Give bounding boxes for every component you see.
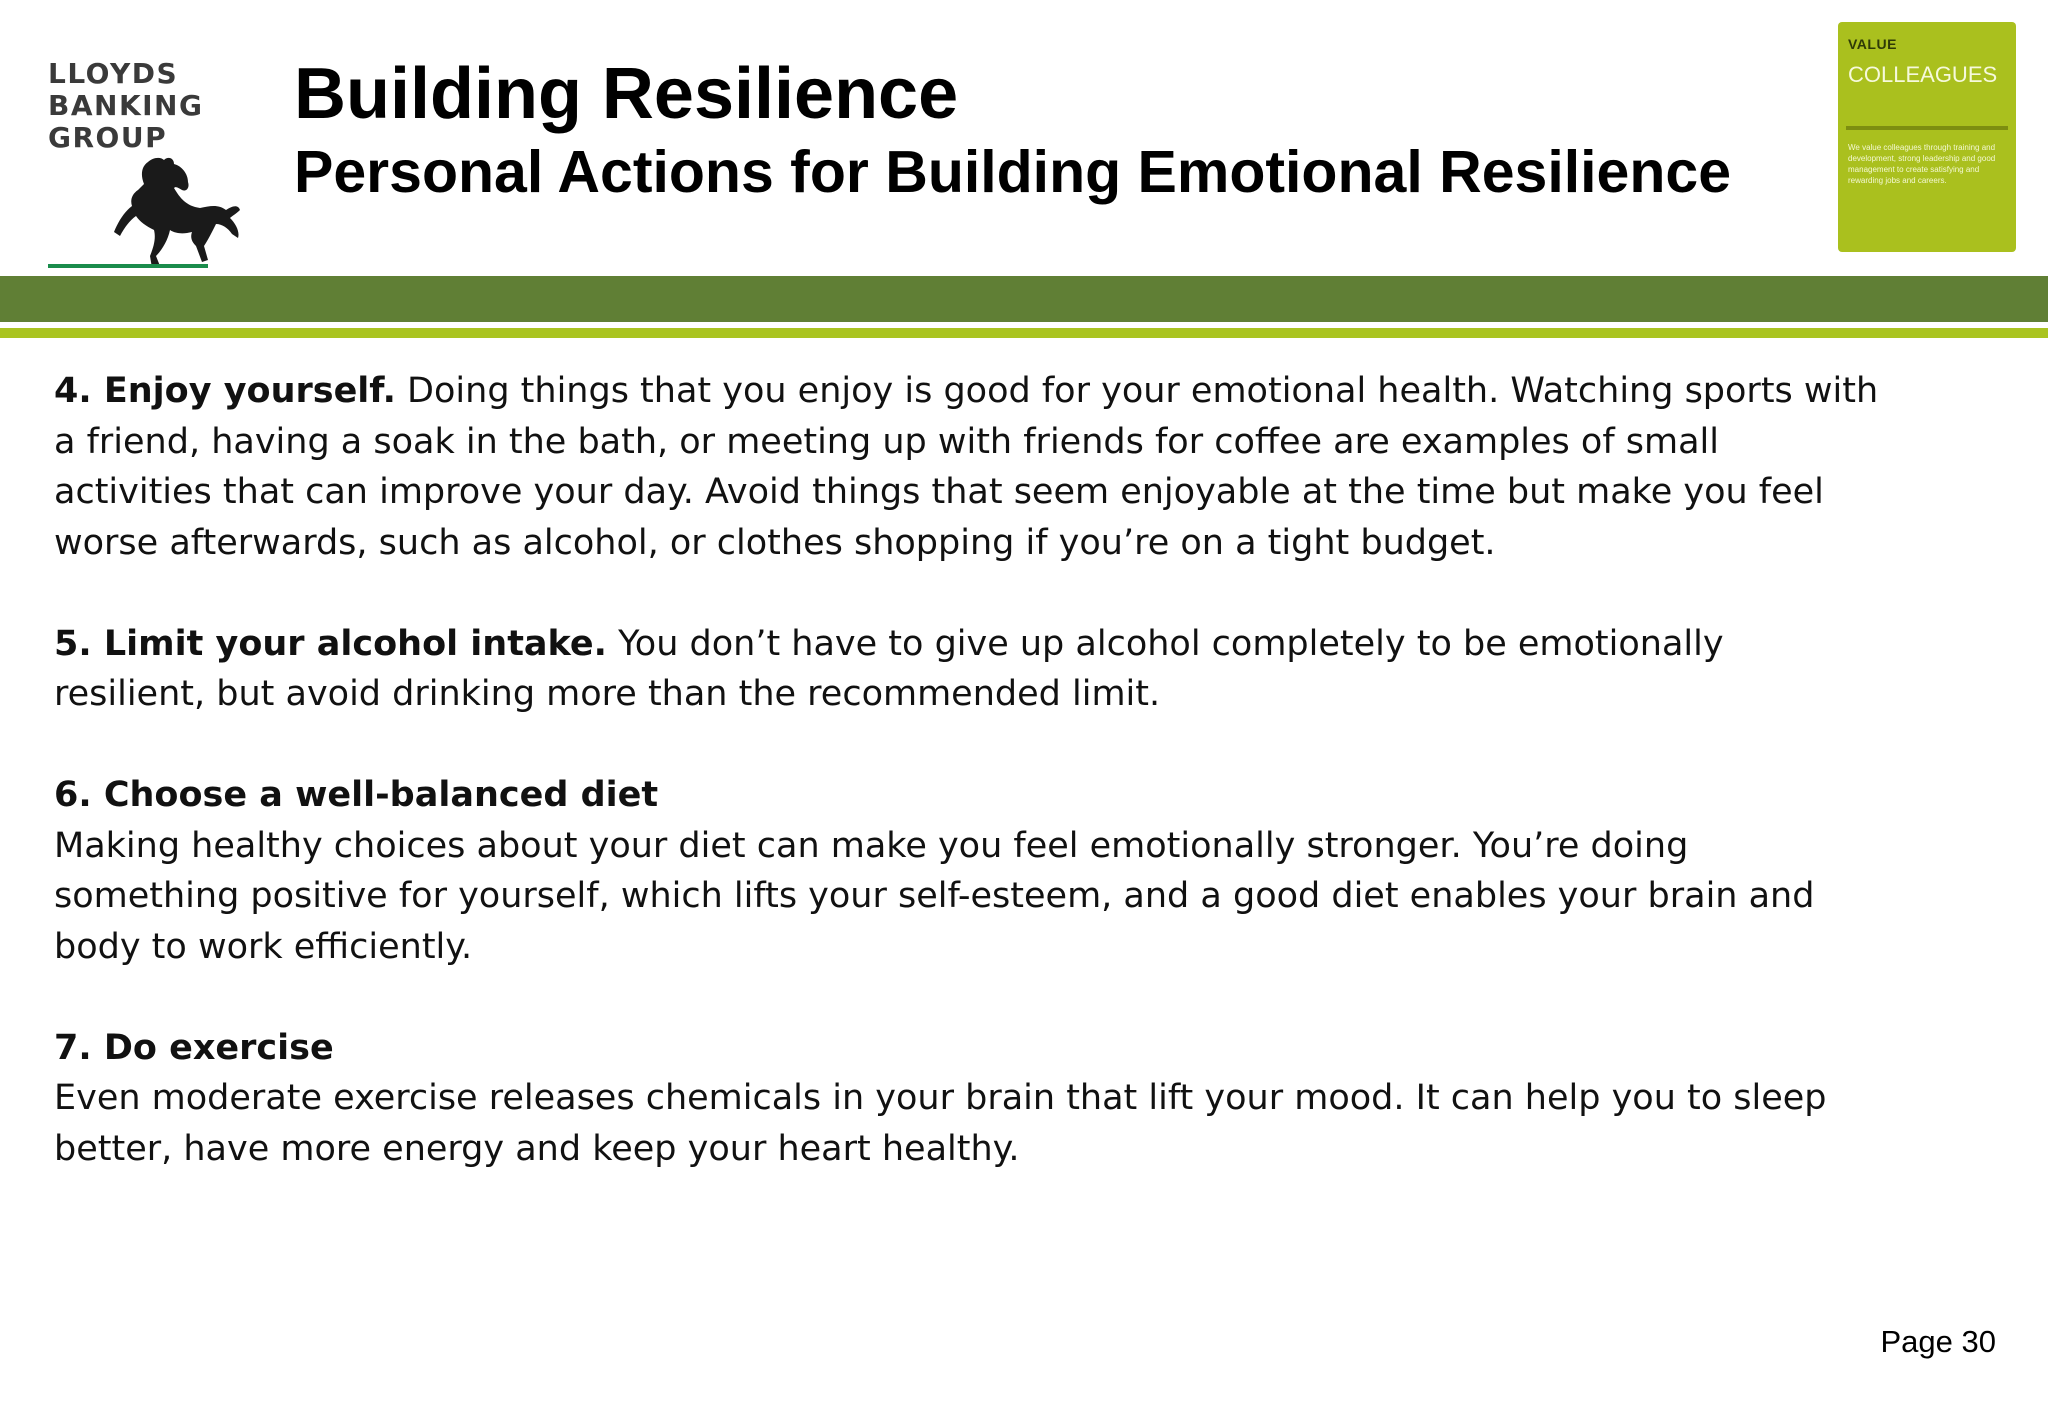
header-band-light <box>0 328 2048 338</box>
item-body: You don’t have to give up alcohol completely to be emotionally resilient, but avoid drinking more than the recommended limit. <box>54 623 1724 714</box>
badge-divider <box>1846 126 2008 130</box>
black-horse-icon <box>104 154 254 272</box>
page-number: Page 30 <box>1880 1324 1996 1359</box>
item-body: Making healthy choices about your diet can make you feel emotionally stronger. You’re doing something positive for yourself, which lifts your self-esteem, and a good diet enables your brain and body to work efficiently. <box>54 825 1815 967</box>
badge-kicker: VALUE <box>1848 36 1897 52</box>
header-band-dark <box>0 276 2048 322</box>
logo-underline <box>48 264 208 268</box>
badge-body: We value colleagues through training and development, strong leadership and good management to create satisfying and rewarding jobs and careers. <box>1848 143 1996 185</box>
item-heading: 6. Choose a well-balanced diet <box>54 775 659 815</box>
page-subtitle: Personal Actions for Building Emotional Resilience <box>294 139 1732 205</box>
logo-line-2: BANKING <box>48 89 204 122</box>
content-body <box>54 366 1884 1174</box>
badge-title: COLLEAGUES <box>1848 62 1998 87</box>
item-body: Even moderate exercise releases chemicals in your brain that lift your mood. It can help you to sleep better, have more energy and keep your heart healthy. <box>54 1078 1827 1169</box>
logo-wordmark <box>48 58 248 154</box>
item-body: Doing things that you enjoy is good for your emotional health. Watching sports with a friend, having a soak in the bath, or meeting up with friends for coffee are examples of small activities that can improve your day. Avoid things that seem enjoyable at the time but make you feel worse afterwards, such as alcohol, or clothes shopping if you’re on a tight budget. <box>54 371 1879 563</box>
item-heading: 4. Enjoy yourself. <box>54 371 396 411</box>
lloyds-banking-group-logo <box>48 58 248 280</box>
item-do-exercise <box>54 1023 1884 1175</box>
item-heading: 5. Limit your alcohol intake. <box>54 623 607 664</box>
page-title: Building Resilience <box>294 54 959 134</box>
logo-line-3: GROUP <box>48 121 168 154</box>
item-limit-alcohol <box>54 619 1884 720</box>
item-heading: 7. Do exercise <box>54 1027 334 1068</box>
item-enjoy-yourself <box>54 366 1884 568</box>
value-colleagues-badge <box>1838 22 2016 252</box>
item-balanced-diet <box>54 770 1884 972</box>
logo-line-1: LLOYDS <box>48 57 179 90</box>
